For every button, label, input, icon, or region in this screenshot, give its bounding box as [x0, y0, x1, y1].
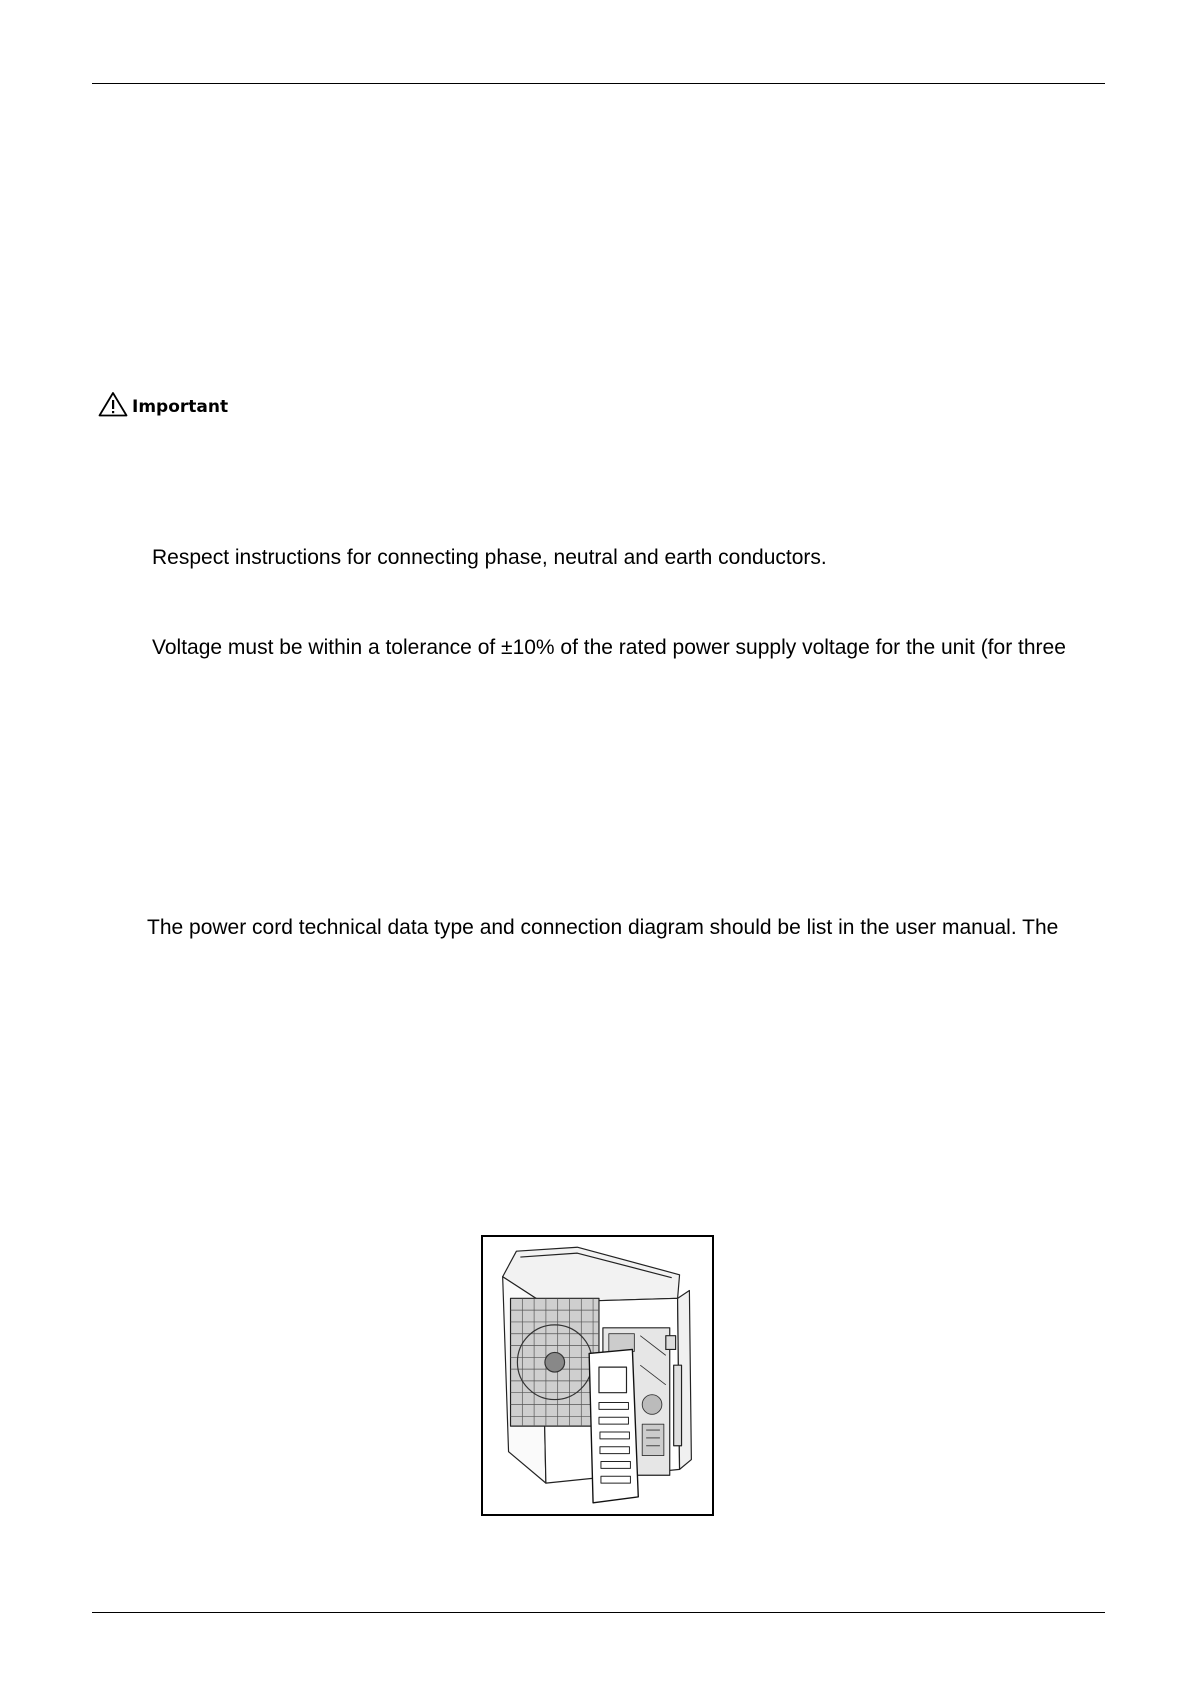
warning-triangle-icon: [98, 391, 128, 417]
paragraph-power-cord: The power cord technical data type and connection diagram should be list in the user manual. The: [147, 916, 1059, 939]
important-label: Important: [132, 397, 229, 417]
outdoor-unit-figure: [481, 1235, 714, 1516]
paragraph-conductors: Respect instructions for connecting phase, neutral and earth conductors.: [152, 546, 827, 569]
important-notice: [98, 387, 228, 417]
outdoor-unit-front-panel-open-illustration: [483, 1237, 712, 1514]
footer-rule: [92, 1612, 1105, 1613]
paragraph-voltage-tolerance: Voltage must be within a tolerance of ±10% of the rated power supply voltage for the unit (for three: [152, 636, 1066, 659]
header-rule: [92, 83, 1105, 84]
